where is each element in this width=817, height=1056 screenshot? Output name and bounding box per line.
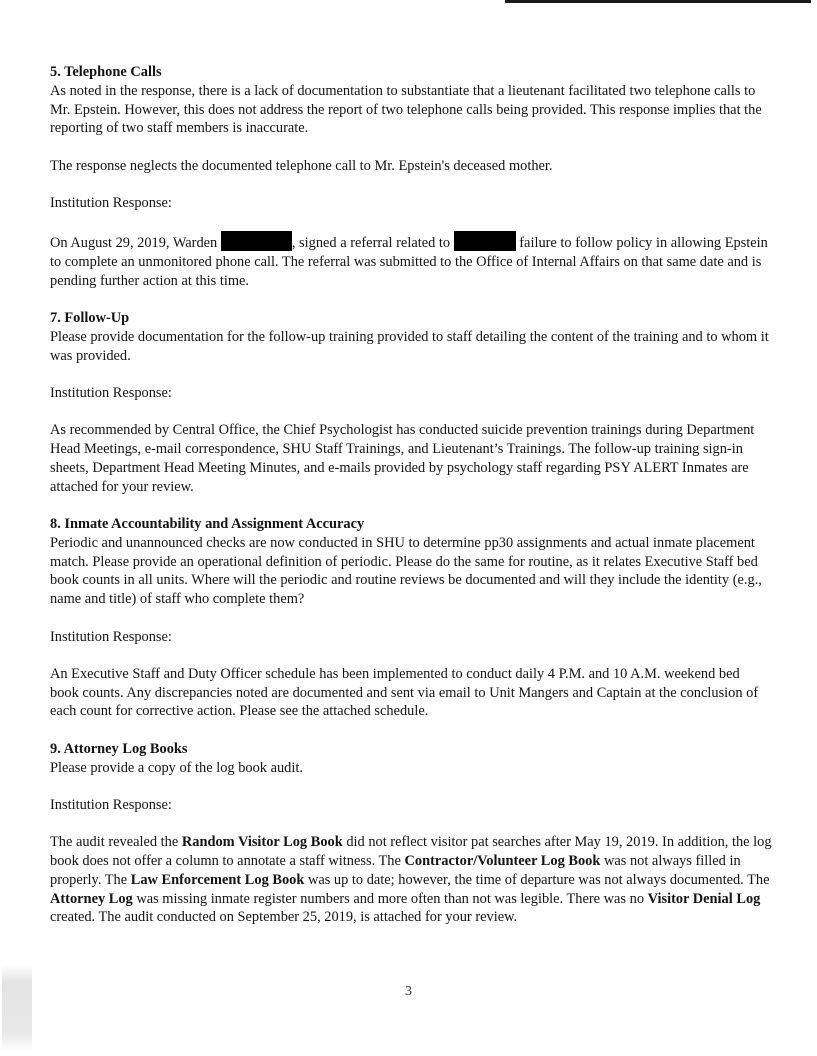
response-label: Institution Response: — [50, 628, 172, 645]
section-text: As noted in the response, there is a lack of documentation to substantiate that a lieutenant facilitated two telephone calls to Mr. Epstein. However, this does not address the report of two telephone calls being provided. This response implies that the reporting of two staff members is inaccurate. — [50, 82, 762, 137]
response-text-part: was up to date; however, the time of departure was not always documented. The — [304, 871, 770, 888]
section-text: Periodic and unannounced checks are now conducted in SHU to determine pp30 assignments and actual inmate placement match. Please provide an operational definition of periodic. Please do the same for routine, as it relates Executive Staff bed book counts in all units. Where will the periodic and routine reviews be documented and will they include the identity (e.g., name and title) of staff who complete them? — [50, 534, 762, 608]
response-text-part: failure to follow policy in allowing Epstein to complete an unmonitored phone call. The referral was submitted to the Office of Internal Affairs on that same date and is pending further action at this time. — [50, 235, 768, 289]
section-heading: 9. Attorney Log Books — [50, 740, 188, 757]
response-text-part: , signed a referral related to — [291, 235, 454, 252]
page-number: 3 — [405, 984, 412, 999]
response-text — [50, 231, 772, 290]
response-text-part: was missing inmate register numbers and more often than not was legible. There was no — [132, 890, 648, 907]
log-book-name: Visitor Denial Log — [647, 890, 761, 907]
response-text: As recommended by Central Office, the Chief Psychologist has conducted suicide prevention trainings during Department Head Meetings, e-mail correspondence, SHU Staff Trainings, and Lieutenant’s Trainings. The follow-up training sign-in sheets, Department Head Meeting Minutes, and e-mails provided by psychology staff regarding PSY ALERT Inmates are attached for your review. — [50, 422, 755, 495]
scan-artifact — [2, 965, 32, 1051]
section-heading: 8. Inmate Accountability and Assignment Accuracy — [50, 516, 365, 533]
section-follow-up — [50, 309, 772, 496]
section-inmate-accountability — [50, 515, 772, 721]
section-attorney-log-books — [50, 740, 772, 927]
redaction-box — [454, 231, 516, 251]
response-text-part: The audit revealed the — [50, 834, 182, 851]
response-text-part: On August 29, 2019, Warden — [50, 235, 221, 252]
response-text — [50, 833, 772, 927]
top-rule — [505, 0, 811, 3]
redaction-box — [221, 231, 292, 251]
section-heading: 7. Follow-Up — [50, 310, 130, 327]
response-text-part: was not always filled in properly. The — [50, 852, 741, 888]
response-text-part: did not reflect visitor pat searches after May 19, 2019. In addition, the log book does not offer a column to annotate a staff witness. The — [50, 834, 772, 869]
log-book-name: Attorney Log — [50, 890, 133, 907]
response-label: Institution Response: — [50, 796, 172, 813]
section-text: Please provide a copy of the log book audit. — [50, 759, 303, 776]
section-text: The response neglects the documented telephone call to Mr. Epstein's deceased mother. — [50, 157, 553, 174]
log-book-name: Contractor/Volunteer Log Book — [404, 852, 601, 869]
section-heading: 5. Telephone Calls — [50, 64, 162, 80]
document-body — [50, 63, 772, 942]
section-text: Please provide documentation for the follow-up training provided to staff detailing the content of the training and to whom it was provided. — [50, 328, 769, 364]
response-label: Institution Response: — [50, 194, 172, 211]
log-book-name: Random Visitor Log Book — [181, 834, 343, 851]
section-telephone-calls — [50, 63, 772, 291]
response-label: Institution Response: — [50, 385, 172, 402]
response-text: An Executive Staff and Duty Officer schedule has been implemented to conduct daily 4 P.M. and 10 A.M. weekend bed book counts. Any discrepancies noted are documented and sent via email to Unit Mangers and Captain at the conclusion of each count for corrective action. Please see the attached schedule. — [50, 665, 759, 720]
response-text-part: created. The audit conducted on September 25, 2019, is attached for your review. — [50, 909, 518, 926]
log-book-name: Law Enforcement Log Book — [130, 871, 305, 888]
